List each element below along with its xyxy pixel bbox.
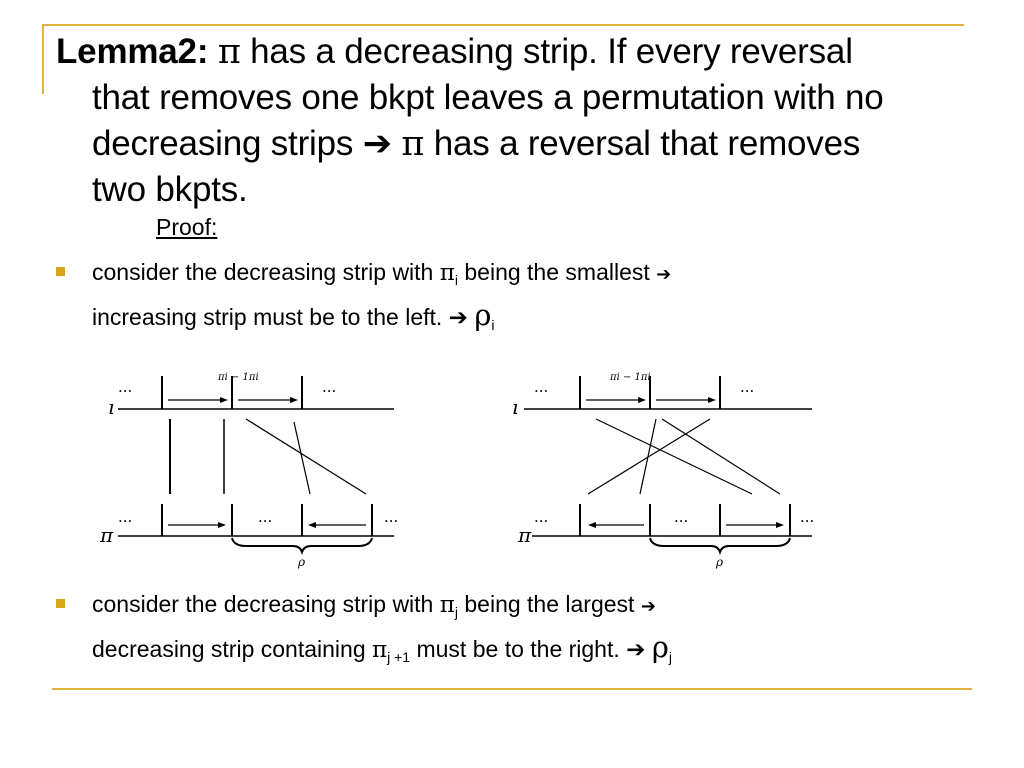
bullet-text: consider the decreasing strip with <box>92 591 440 617</box>
ellipsis: ··· <box>118 382 133 400</box>
row-label-pi: π <box>100 523 114 547</box>
lemma-text: has a decreasing strip. If every reversal <box>240 32 853 71</box>
bullet-marker <box>56 599 65 608</box>
subscript: j <box>668 649 673 665</box>
top-annotation: πi − 1πi <box>218 372 259 383</box>
ellipsis: ··· <box>534 382 549 400</box>
pi-symbol: π <box>372 637 388 663</box>
bullet-item-smallest <box>56 252 996 340</box>
lemma-line-2: that removes one bkpt leaves a permutation with no <box>92 78 884 117</box>
bullet-line-2 <box>92 295 996 340</box>
bullet-text: being the largest <box>457 591 641 617</box>
lemma-text: has a reversal that removes <box>424 124 861 163</box>
bullet-marker <box>56 267 65 276</box>
bottom-rule <box>52 688 972 690</box>
arrowhead <box>290 397 298 403</box>
row-label-pi: π <box>518 523 532 547</box>
bullet-text: increasing strip must be to the left. <box>92 304 449 330</box>
lemma-line-3 <box>56 121 1016 167</box>
bullet-line-2 <box>92 627 996 672</box>
ellipsis: ··· <box>384 512 399 530</box>
implies-arrow-icon: ➔ <box>362 124 392 164</box>
ellipsis: ··· <box>258 512 273 530</box>
bullet-line-1 <box>92 584 996 627</box>
bullet-text: consider the decreasing strip with <box>92 259 440 285</box>
bullet-text: being the smallest <box>457 259 657 285</box>
arrowhead <box>638 397 646 403</box>
brace <box>232 538 372 552</box>
subscript: j +1 <box>387 649 411 665</box>
ellipsis: ··· <box>118 512 133 530</box>
mapping-line <box>246 419 366 494</box>
rho-symbol: ρ <box>474 298 492 332</box>
ellipsis: ··· <box>534 512 549 530</box>
ellipsis: ··· <box>674 512 689 530</box>
row-label-identity: ı <box>512 395 519 419</box>
pi-symbol: π <box>401 124 425 164</box>
arrowhead <box>588 522 596 528</box>
mapping-line <box>662 419 780 494</box>
bullet-text: decreasing strip containing <box>92 636 372 662</box>
arrowhead <box>308 522 316 528</box>
brace-label: ρ <box>716 555 724 569</box>
diagram-left <box>100 362 410 572</box>
pi-symbol: π <box>217 32 241 72</box>
brace-label: ρ <box>298 555 306 569</box>
arrowhead <box>708 397 716 403</box>
lemma-line-1 <box>56 29 1016 75</box>
implies-arrow-icon: ➔ <box>656 264 672 285</box>
subscript: i <box>491 317 495 333</box>
ellipsis: ··· <box>740 382 755 400</box>
ellipsis: ··· <box>800 512 815 530</box>
ellipsis: ··· <box>322 382 337 400</box>
lemma-text: decreasing strips <box>92 124 363 163</box>
bullet-text: must be to the right. <box>410 636 627 662</box>
implies-arrow-icon: ➔ <box>640 596 656 617</box>
implies-arrow-icon: ➔ <box>626 637 646 663</box>
lemma-line-4: two bkpts. <box>92 170 248 209</box>
left-rule <box>42 24 44 94</box>
implies-arrow-icon: ➔ <box>448 305 468 331</box>
mapping-line <box>588 419 710 494</box>
bullet-line-1 <box>92 252 996 295</box>
lemma-label: Lemma2: <box>56 32 209 71</box>
brace <box>650 538 790 552</box>
arrowhead <box>218 522 226 528</box>
proof-heading: Proof: <box>156 214 218 240</box>
bullet-item-largest <box>56 584 996 672</box>
rho-symbol: ρ <box>651 630 669 664</box>
top-rule <box>42 24 964 26</box>
subscript: i <box>454 272 458 288</box>
arrowhead <box>220 397 228 403</box>
top-annotation: πi − 1πi <box>610 372 651 383</box>
pi-symbol: π <box>439 592 455 618</box>
row-label-identity: ı <box>108 395 115 419</box>
lemma-statement <box>56 29 1016 213</box>
subscript: j <box>454 604 458 620</box>
mapping-line <box>596 419 752 494</box>
arrowhead <box>776 522 784 528</box>
pi-symbol: π <box>439 260 455 286</box>
diagram-right <box>512 362 822 572</box>
